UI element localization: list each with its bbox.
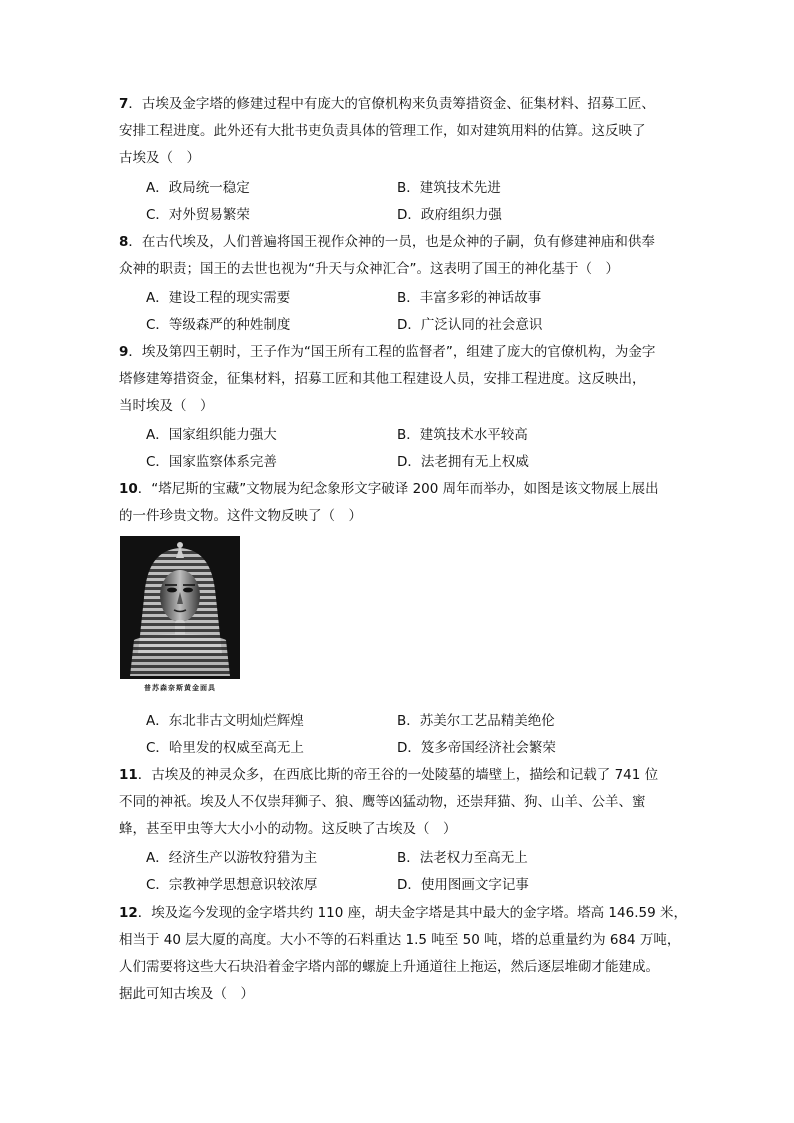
question-number: 7	[119, 96, 129, 112]
option-a[interactable]: A．经济生产以游牧狩猎为主	[146, 850, 318, 866]
question-7	[119, 91, 679, 172]
option-a[interactable]: A．东北非古文明灿烂辉煌	[146, 713, 304, 729]
option-d[interactable]: D．法老拥有无上权威	[397, 454, 529, 470]
question-number: 11	[119, 767, 138, 783]
options-11	[146, 845, 666, 899]
option-c[interactable]: C．等级森严的种姓制度	[146, 317, 291, 333]
question-number: 10	[119, 481, 138, 497]
question-line: 的一件珍贵文物。这件文物反映了（ ）	[119, 508, 362, 524]
option-c[interactable]: C．国家监察体系完善	[146, 454, 277, 470]
option-a[interactable]: A．政局统一稳定	[146, 180, 250, 196]
question-line: 不同的神祇。埃及人不仅崇拜狮子、狼、鹰等凶猛动物，还崇拜猫、狗、山羊、公羊、蜜	[119, 794, 646, 810]
question-line: 12．埃及迄今发现的金字塔共约 110 座，胡夫金字塔是其中最大的金字塔。塔高 146.59 米，	[119, 905, 687, 921]
options-7	[146, 175, 666, 229]
question-11	[119, 762, 679, 843]
question-12	[119, 900, 687, 1008]
option-c[interactable]: C．哈里发的权威至高无上	[146, 740, 304, 756]
golden-mask-image	[120, 536, 240, 679]
mask-illustration	[120, 536, 240, 679]
options-8	[146, 285, 666, 339]
option-c[interactable]: C．宗教神学思想意识较浓厚	[146, 877, 318, 893]
option-d[interactable]: D．使用图画文字记事	[397, 877, 529, 893]
question-number: 8	[119, 234, 129, 250]
question-10	[119, 476, 679, 530]
question-line: 10．“塔尼斯的宝藏”文物展为纪念象形文字破译 200 周年而举办，如图是该文物展上展出	[119, 481, 659, 497]
option-a[interactable]: A．国家组织能力强大	[146, 427, 277, 443]
option-b[interactable]: B．丰富多彩的神话故事	[397, 290, 542, 306]
options-10	[146, 708, 666, 762]
question-line: 9．埃及第四王朝时，王子作为“国王所有工程的监督者”，组建了庞大的官僚机构，为金字	[119, 344, 656, 360]
question-line: 古埃及（ ）	[119, 150, 200, 166]
option-b[interactable]: B．法老权力至高无上	[397, 850, 528, 866]
question-line: 人们需要将这些大石块沿着金字塔内部的螺旋上升通道往上拖运，然后逐层堆砌才能建成。	[119, 959, 659, 975]
figure-caption: 普苏森奈斯黄金面具	[144, 684, 216, 692]
question-9	[119, 339, 679, 420]
question-line: 安排工程进度。此外还有大批书吏负责具体的管理工作，如对建筑用料的估算。这反映了	[119, 123, 646, 139]
question-line: 相当于 40 层大厦的高度。大小不等的石料重达 1.5 吨至 50 吨，塔的总重量约为 684 万吨，	[119, 932, 681, 948]
option-a[interactable]: A．建设工程的现实需要	[146, 290, 291, 306]
options-9	[146, 422, 666, 476]
question-8	[119, 229, 679, 283]
option-b[interactable]: B．苏美尔工艺品精美绝伦	[397, 713, 555, 729]
question-line: 8．在古代埃及，人们普遍将国王视作众神的一员，也是众神的子嗣，负有修建神庙和供奉	[119, 234, 655, 250]
option-c[interactable]: C．对外贸易繁荣	[146, 207, 250, 223]
option-b[interactable]: B．建筑技术先进	[397, 180, 501, 196]
question-line: 蜂，甚至甲虫等大大小小的动物。这反映了古埃及（ ）	[119, 821, 457, 837]
option-d[interactable]: D．广泛认同的社会意识	[397, 317, 543, 333]
question-number: 12	[119, 905, 138, 921]
question-line: 11．古埃及的神灵众多，在西底比斯的帝王谷的一处陵墓的墙壁上，描绘和记载了 741 位	[119, 767, 659, 783]
question-number: 9	[119, 344, 129, 360]
option-d[interactable]: D．政府组织力强	[397, 207, 502, 223]
question-line: 7．古埃及金字塔的修建过程中有庞大的官僚机构来负责筹措资金、征集材料、招募工匠、	[119, 96, 655, 112]
question-line: 众神的职责；国王的去世也视为“升天与众神汇合”。这表明了国王的神化基于（ ）	[119, 261, 619, 277]
question-line: 据此可知古埃及（ ）	[119, 986, 254, 1002]
question-line: 塔修建筹措资金，征集材料，招募工匠和其他工程建设人员，安排工程进度。这反映出，	[119, 371, 646, 387]
question-line: 当时埃及（ ）	[119, 398, 214, 414]
option-d[interactable]: D．笈多帝国经济社会繁荣	[397, 740, 556, 756]
option-b[interactable]: B．建筑技术水平较高	[397, 427, 528, 443]
